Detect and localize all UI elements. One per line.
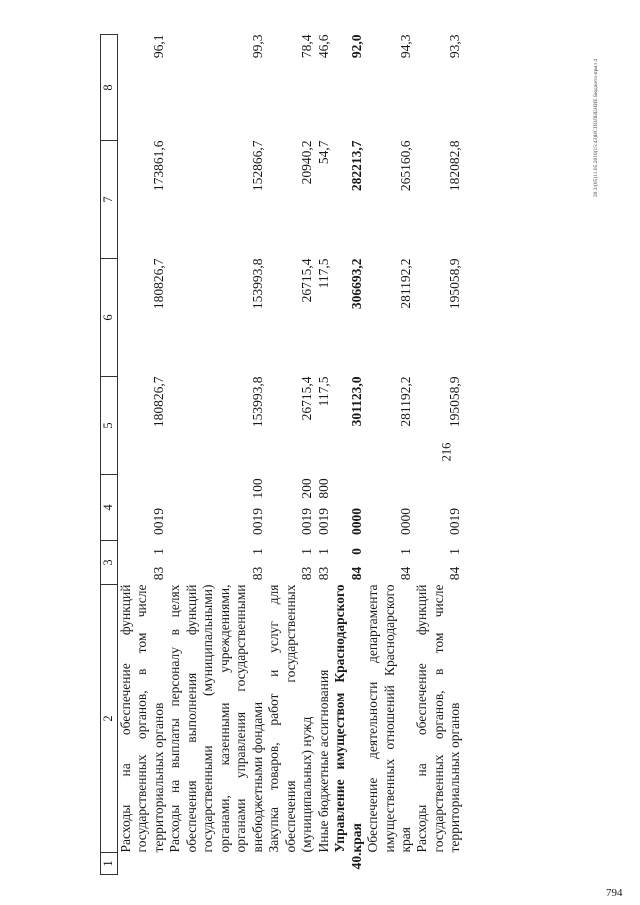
header-cell-7: 7 — [101, 141, 118, 259]
code-section: 1 — [150, 548, 166, 555]
footer-file-path: 20.3/(05)11.05.2016(15:43)ИСПОЛНЕНИЕ Бюджета-прил 4 — [593, 58, 599, 198]
code-article: 0019 — [150, 508, 166, 535]
value-col-6: 281192,2 — [397, 258, 413, 309]
code-article: 0019 — [447, 508, 463, 535]
row-number — [316, 853, 332, 875]
code-article: 0019 — [299, 508, 315, 535]
code-chapter: 83 — [150, 566, 166, 581]
code-expense-type — [365, 475, 414, 503]
value-col-6: 180826,7 — [150, 258, 166, 310]
row-description: Расходы на обеспечение функций государственных органов, в том числе территориальных органов — [118, 584, 166, 853]
value-col-5: 26715,4 — [299, 376, 315, 421]
row-description: Иные бюджетные ассигнования — [315, 669, 331, 853]
code-expense-type — [414, 475, 463, 503]
value-col-7: 20940,2 — [299, 140, 315, 185]
value-col-5: 281192,2 — [397, 376, 413, 427]
header-cell-5: 5 — [101, 377, 118, 475]
value-percent: 96,1 — [150, 34, 166, 59]
header-cell-4: 4 — [101, 475, 118, 541]
value-percent: 46,6 — [315, 34, 331, 59]
header-cell-1: 1 — [101, 853, 118, 875]
value-col-7: 265160,6 — [397, 140, 413, 192]
value-col-6: 117,5 — [315, 258, 331, 289]
row-number — [414, 853, 463, 875]
code-chapter: 83 — [315, 566, 331, 581]
rotated-table-container — [100, 35, 635, 875]
code-chapter: 84 — [397, 566, 413, 581]
table-row — [167, 35, 266, 875]
value-col-6: 153993,8 — [249, 258, 265, 310]
page-number-bottom: 794 — [606, 887, 623, 899]
value-col-5: 153993,8 — [249, 376, 265, 428]
value-col-5: 117,5 — [315, 376, 331, 407]
code-expense-type: 100 — [249, 478, 265, 499]
code-expense-type: 200 — [299, 478, 315, 499]
code-chapter: 83 — [299, 566, 315, 581]
table-row — [118, 35, 168, 875]
value-col-7: 173861,6 — [150, 140, 166, 192]
header-cell-6: 6 — [101, 259, 118, 377]
value-percent: 94,3 — [397, 34, 413, 59]
code-section: 1 — [315, 548, 331, 555]
value-col-5: 195058,9 — [447, 376, 463, 428]
header-cell-2: 2 — [101, 585, 118, 853]
row-description: Управление имуществом Краснодарского края — [332, 584, 364, 853]
code-chapter: 84 — [447, 566, 463, 581]
code-article: 0019 — [249, 508, 265, 535]
row-number — [167, 853, 266, 875]
table-row — [316, 35, 332, 875]
code-section: 1 — [447, 548, 463, 555]
value-col-5: 180826,7 — [150, 376, 166, 428]
value-percent: 92,0 — [348, 34, 364, 59]
table-header-row — [101, 35, 118, 875]
row-description: Обеспечение деятельности департамента имущественных отношений Краснодарского края — [365, 584, 413, 853]
header-cell-8: 8 — [101, 35, 118, 141]
value-col-7: 282213,7 — [348, 140, 364, 192]
code-chapter: 83 — [249, 566, 265, 581]
table-row — [365, 35, 414, 875]
table-row — [414, 35, 463, 875]
code-expense-type: 800 — [315, 478, 331, 499]
row-number — [266, 853, 315, 875]
value-percent: 99,3 — [249, 34, 265, 59]
code-section: 1 — [299, 548, 315, 555]
value-col-6: 26715,4 — [299, 258, 315, 303]
code-article: 0019 — [315, 508, 331, 535]
value-col-5: 301123,0 — [348, 376, 364, 427]
row-description: Расходы на обеспечение функций государственных органов, в том числе территориальных органов — [414, 584, 463, 853]
code-section: 1 — [249, 548, 265, 555]
code-section: 0 — [348, 548, 364, 555]
value-col-6: 306693,2 — [348, 258, 364, 310]
row-description: Закупка товаров, работ и услуг для обеспечения государственных (муниципальных) нужд — [266, 584, 315, 853]
code-chapter: 84 — [348, 566, 364, 581]
row-description: Расходы на выплаты персоналу в целях обеспечения выполнения функций государственными (муниципальными) органами, казенными учреждениями, органами управления государственными внебюджетными фондами — [167, 584, 265, 853]
value-percent: 93,3 — [447, 34, 463, 59]
code-expense-type — [118, 475, 168, 503]
value-col-7: 182082,8 — [447, 140, 463, 192]
row-number — [365, 853, 414, 875]
code-article: 0000 — [397, 508, 413, 535]
budget-table — [100, 34, 464, 875]
page-number-top: 216 — [439, 442, 454, 462]
row-number: 40. — [348, 852, 364, 870]
value-col-7: 152866,7 — [249, 140, 265, 192]
value-percent: 78,4 — [299, 34, 315, 59]
table-row — [266, 35, 315, 875]
code-expense-type — [332, 475, 365, 503]
header-cell-3: 3 — [101, 541, 118, 585]
row-number — [118, 853, 168, 875]
value-col-6: 195058,9 — [447, 258, 463, 310]
table-row — [332, 35, 365, 875]
code-section: 1 — [397, 548, 413, 555]
code-article: 0000 — [348, 508, 364, 535]
value-col-7: 54,7 — [315, 140, 331, 165]
